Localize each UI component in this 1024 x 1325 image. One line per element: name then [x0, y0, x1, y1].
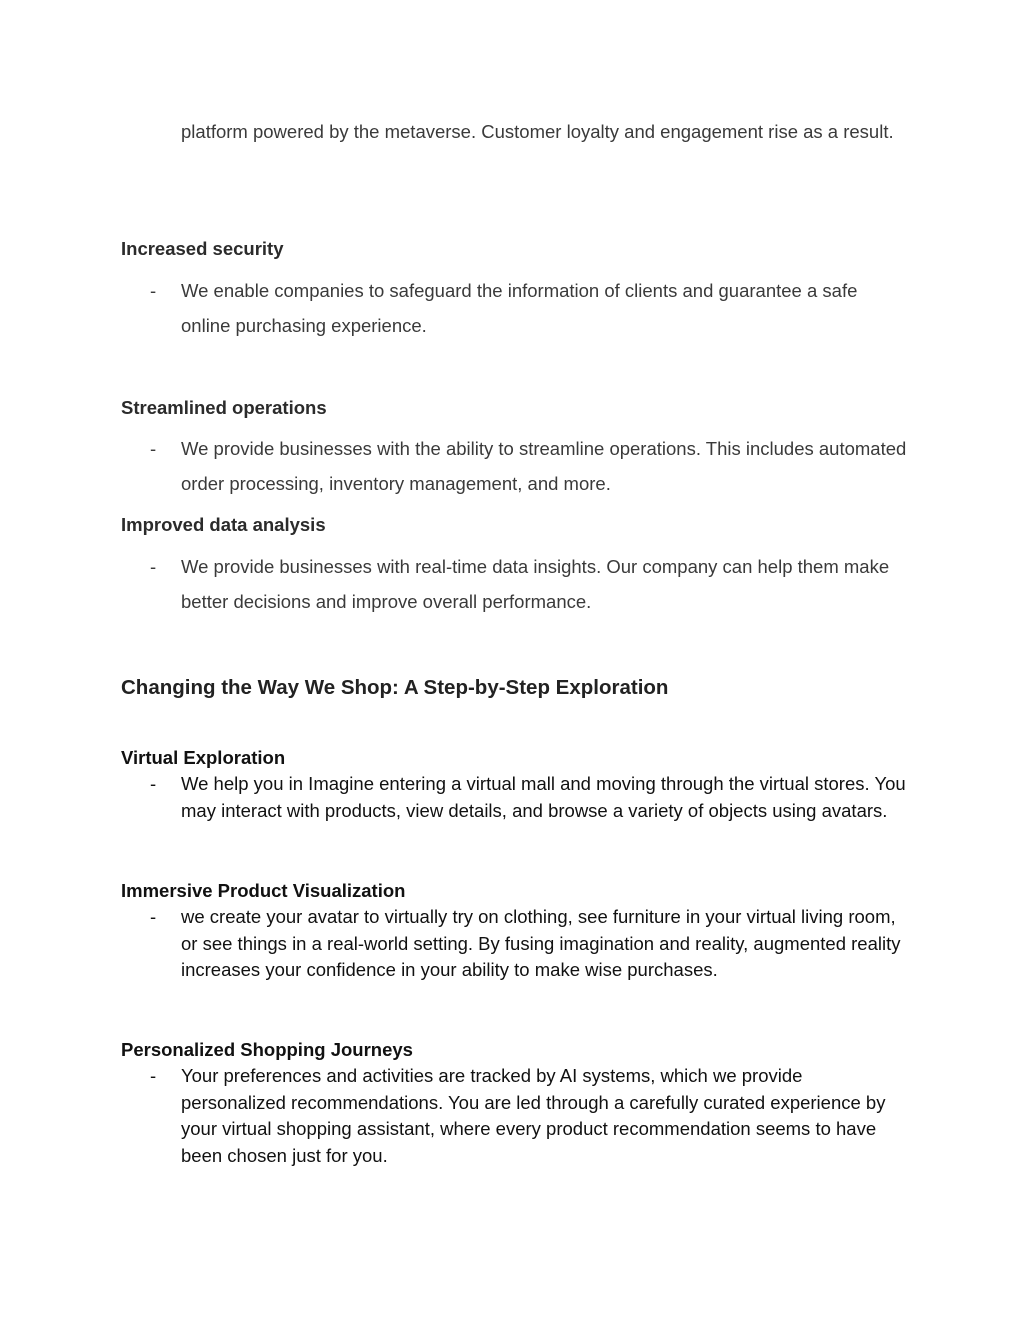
bullet-dash: - — [150, 773, 157, 794]
benefit-heading-data-analysis: Improved data analysis — [121, 514, 326, 535]
step-text-virtual-exploration: We help you in Imagine entering a virtual mall and moving through the virtual stores. You may interact with products, view details, and browse a variety of objects using avatars. — [181, 773, 906, 821]
bullet-dash: - — [150, 556, 157, 577]
continuation-paragraph: platform powered by the metaverse. Customer loyalty and engagement rise as a result. — [181, 121, 894, 142]
benefit-text-security: We enable companies to safeguard the information of clients and guarantee a safe online purchasing experience. — [181, 280, 858, 336]
step-text-product-visualization: we create your avatar to virtually try on clothing, see furniture in your virtual living room, or see things in a real-world setting. By fusing imagination and reality, augmented reality increases your confidence in your ability to make wise purchases. — [181, 906, 901, 981]
step-heading-personalized-journeys: Personalized Shopping Journeys — [121, 1039, 413, 1060]
step-text-personalized-journeys: Your preferences and activities are tracked by AI systems, which we provide personalized recommendations. You are led through a carefully curated experience by your virtual shopping assistant, where every product recommendation seems to have been chosen just for you. — [181, 1065, 886, 1167]
section-title: Changing the Way We Shop: A Step-by-Step Exploration — [121, 676, 669, 699]
bullet-dash: - — [150, 906, 157, 927]
bullet-dash: - — [150, 1065, 157, 1086]
bullet-dash: - — [150, 438, 157, 459]
benefit-heading-security: Increased security — [121, 238, 284, 259]
benefit-text-data-analysis: We provide businesses with real-time data insights. Our company can help them make better decisions and improve overall performance. — [181, 556, 890, 612]
benefit-text-operations: We provide businesses with the ability to streamline operations. This includes automated order processing, inventory management, and more. — [181, 438, 907, 494]
benefit-heading-operations: Streamlined operations — [121, 397, 327, 418]
bullet-dash: - — [150, 280, 157, 301]
step-heading-product-visualization: Immersive Product Visualization — [121, 880, 406, 901]
step-heading-virtual-exploration: Virtual Exploration — [121, 747, 286, 768]
